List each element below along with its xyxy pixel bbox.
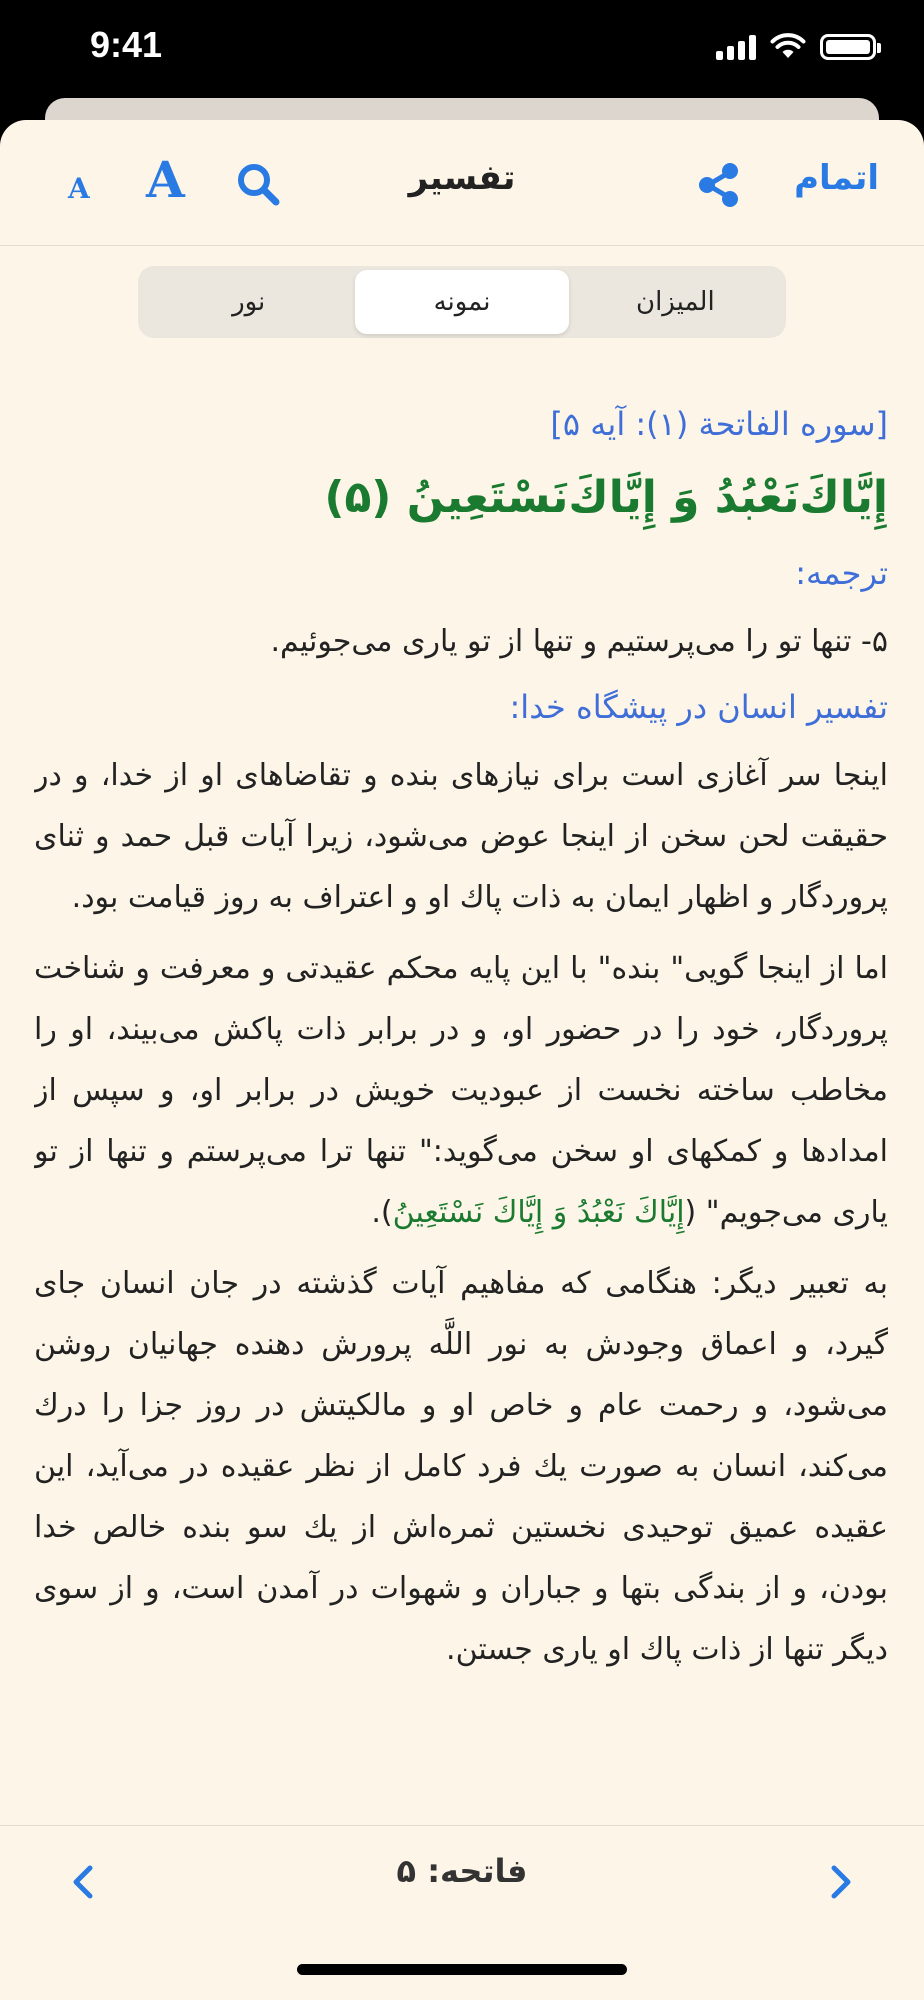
decrease-font-button[interactable]: A xyxy=(68,172,90,205)
battery-icon xyxy=(820,34,876,60)
inline-quran-quote: إِيَّاكَ نَعْبُدُ وَ إِيَّاكَ نَسْتَعِينُ xyxy=(392,1195,685,1231)
verse-reference: [سوره الفاتحة (۱): آيه ۵] xyxy=(550,405,888,443)
tafsir-heading: تفسير انسان در پيشگاه خدا: xyxy=(509,687,888,726)
segment-noor[interactable]: نور xyxy=(232,287,266,317)
arabic-verse: إِيَّاكَ‌نَعْبُدُ وَ إِيَّاكَ‌نَسْتَعِينُ (۵) xyxy=(324,472,888,523)
cellular-signal-icon xyxy=(716,34,756,60)
segment-almizan[interactable]: المیزان xyxy=(635,287,715,317)
done-button[interactable]: اتمام xyxy=(794,158,879,198)
translation-text: ۵- تنها تو را می‌پرستيم و تنها از تو ياری می‌جوئيم. xyxy=(270,623,888,659)
paragraph-2-end: ). xyxy=(371,1195,393,1231)
segment-nemuneh[interactable]: نمونه xyxy=(355,270,568,334)
tafsir-sheet xyxy=(0,120,924,2000)
wifi-icon xyxy=(770,32,806,60)
home-indicator xyxy=(297,1964,627,1975)
tafsir-paragraph-2 xyxy=(34,938,888,1243)
nav-bar xyxy=(0,120,924,246)
tafsir-paragraph-3: به تعبير ديگر: هنگامی كه مفاهيم آيات گذشته در جان انسان جای گيرد، و اعماق وجودش به نور اللَّه پرورش دهنده جهانيان روشن می‌شود، و رحمت عام و خاص او و مالكيتش در روز جزا را درك می‌كند، انسان به صورت يك فرد كامل از نظر عقيده در می‌آيد، اين عقيده عميق توحيدی نخستين ثمره‌اش از يك سو بنده خالص خدا بودن، و از بندگی بتها و جباران و شهوات در آمدن است، و از سوی ديگر تنها از ذات پاك او ياری جستن. xyxy=(34,1266,888,1668)
tafsir-source-selector xyxy=(138,266,786,338)
chevron-right-icon[interactable] xyxy=(824,1862,858,1902)
tafsir-paragraph-1: اينجا سر آغازی است برای نيازهای بنده و تقاضاهای او از خدا، و در حقيقت لحن سخن از اينجا عوض می‌شود، زيرا آيات قبل حمد و ثنای پروردگار و اظهار ايمان به ذات پاك او و اعتراف به روز قيامت بود. xyxy=(34,758,888,916)
status-icons xyxy=(716,32,876,60)
increase-font-button[interactable]: A xyxy=(146,150,185,209)
page-title: تفسیر xyxy=(408,158,516,198)
status-time: 9:41 xyxy=(90,24,163,65)
verse-navigation-footer xyxy=(0,1825,924,2000)
current-verse-label: فاتحه: ۵ xyxy=(396,1852,528,1890)
tafsir-content xyxy=(34,400,888,1940)
translation-label: ترجمه: xyxy=(795,553,888,592)
status-bar xyxy=(0,0,924,100)
share-icon[interactable] xyxy=(694,160,744,210)
paragraph-2-text: اما از اينجا گويی" بنده" با اين پايه محكم عقيدتی و معرفت و شناخت پروردگار، خود را در حضور او، و در برابر ذات پاكش می‌بيند، او را مخاطب ساخته نخست از عبوديت خويش در برابر او، و سپس از امدادها و كمكهای او سخن می‌گويد:" تنها ترا می‌پرستم و تنها از تو ياری می‌جويم" ( xyxy=(34,951,888,1231)
